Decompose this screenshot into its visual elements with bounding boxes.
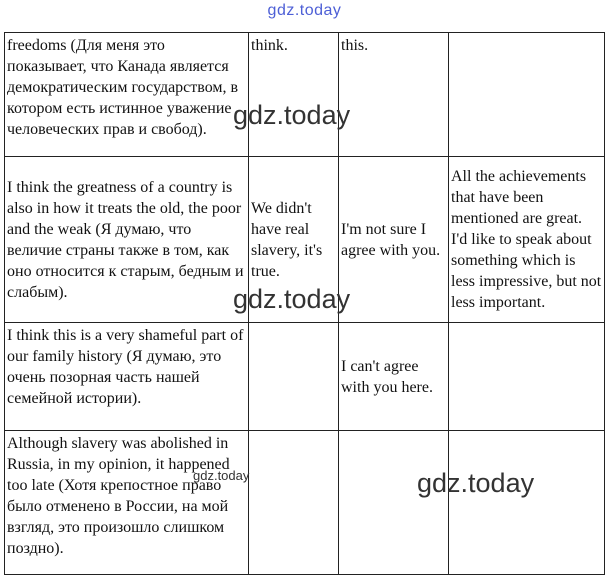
response-cell: [249, 157, 339, 323]
response-cell: [449, 323, 605, 431]
phrase-cell: [5, 323, 249, 431]
table-row: [5, 157, 605, 323]
response-text: I'm not sure I agree with you.: [341, 220, 441, 259]
table-row: [5, 323, 605, 431]
response-cell: [339, 33, 449, 157]
response-cell: [449, 431, 605, 575]
phrase-text: I think this is a very shameful part of our family history (Я думаю, это очень позорная часть нашей семейной истории).: [7, 327, 244, 407]
response-text: All the achievements that have been mentioned are great. I'd like to speak about something which is less impressive, but not less important.: [451, 168, 602, 311]
response-cell: [339, 157, 449, 323]
response-cell: [249, 33, 339, 157]
phrase-text: I think the greatness of a country is also in how it treats the old, the poor and the weak (Я думаю, что величие страны также в том, как оно относится к старым, бедным и слабым).: [7, 178, 244, 301]
watermark: gdz.today: [193, 468, 250, 483]
response-cell: [249, 323, 339, 431]
response-cell: [449, 33, 605, 157]
site-header-logo[interactable]: gdz.today: [267, 2, 342, 19]
response-text: We didn't have real slavery, it's true.: [251, 199, 323, 280]
response-text: I can't agree with you here.: [341, 357, 433, 396]
phrase-cell: [5, 431, 249, 575]
response-cell: [449, 157, 605, 323]
response-cell: [339, 431, 449, 575]
table-row: [5, 33, 605, 157]
phrase-cell: [5, 157, 249, 323]
phrase-text: freedoms (Для меня это показывает, что Канада является демократическим государством, в котором есть истинное уважение человеческих прав и свобод).: [7, 37, 239, 138]
watermark: gdz.today: [233, 284, 351, 314]
watermark: gdz.today: [417, 468, 535, 498]
response-text: this.: [341, 37, 369, 54]
response-text: think.: [251, 37, 288, 54]
phrases-table: [4, 32, 605, 575]
phrase-cell: [5, 33, 249, 157]
watermark: gdz.today: [233, 100, 351, 130]
response-cell: [339, 323, 449, 431]
phrase-text: Although slavery was abolished in Russia, in my opinion, it happened too late (Хотя крепостное право было отменено в России, на мой взгляд, это произошло слишком поздно).: [7, 435, 230, 557]
response-cell: [249, 431, 339, 575]
table-row: [5, 431, 605, 575]
